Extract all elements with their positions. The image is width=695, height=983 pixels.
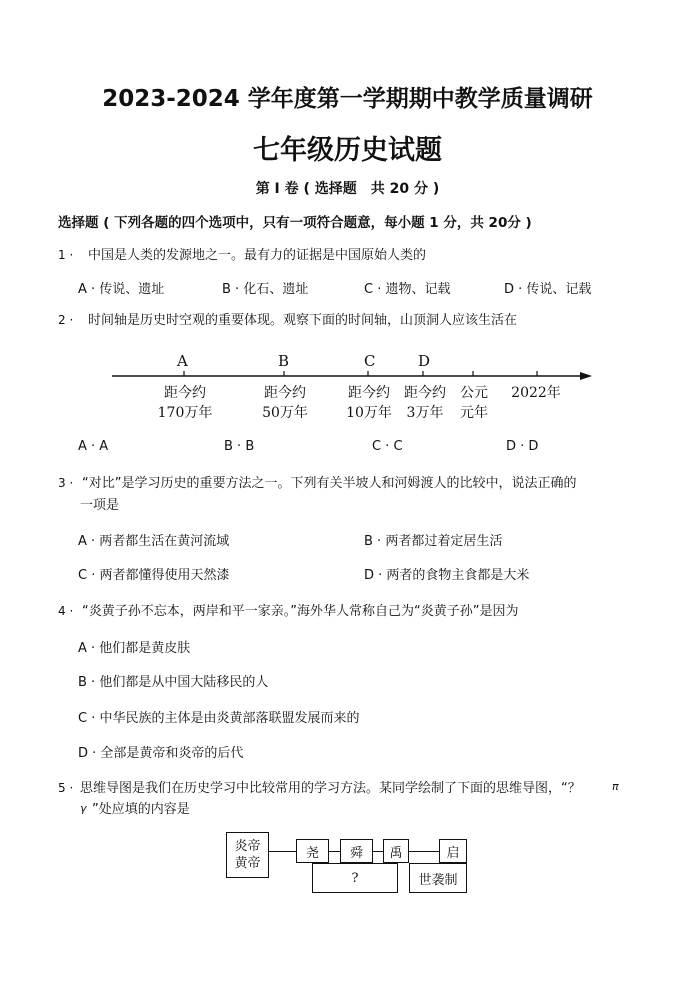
- question-3-option-b[interactable]: B · 两者都过着定居生活: [364, 534, 503, 549]
- question-3-option-a[interactable]: A · 两者都生活在黄河流域: [78, 534, 230, 549]
- question-3-number: 3 ·: [58, 476, 74, 490]
- mindmap-yandi-huangdi-box: 炎帝 黄帝: [226, 832, 269, 878]
- question-3-text-line2: 一项是: [80, 498, 120, 513]
- timeline-letter-a: A: [177, 352, 188, 370]
- mindmap-node-yu: 禹: [383, 839, 409, 863]
- question-4-text: “炎黄子孙不忘本，两岸和平一家亲。”海外华人常称自己为“炎黄子孙”是因为: [82, 604, 519, 619]
- question-1-text: 中国是人类的发源地之一。最有力的证据是中国原始人类的: [88, 248, 427, 263]
- timeline-letter-d: D: [418, 352, 431, 370]
- timeline-letter-c: C: [364, 352, 376, 370]
- question-1-option-d[interactable]: D · 传说、记载: [504, 282, 592, 297]
- part-heading: 第 I 卷 ( 选择题 共 20 分 ): [255, 181, 440, 197]
- timeline-label-3: 距今约 10万年: [346, 385, 392, 421]
- question-2-option-b[interactable]: B · B: [224, 439, 255, 454]
- timeline-label-6: 2022年: [511, 385, 561, 401]
- mindmap-connector: [329, 851, 340, 852]
- timeline-label-4: 距今约 3万年: [404, 385, 446, 421]
- question-4-option-d[interactable]: D · 全部是黄帝和炎帝的后代: [78, 746, 244, 761]
- question-4-number: 4 ·: [58, 604, 74, 618]
- mindmap-node-shun: 舜: [340, 839, 373, 863]
- timeline-label-1: 距今约 170万年: [157, 385, 213, 421]
- exam-subtitle: 七年级历史试题: [253, 135, 442, 166]
- timeline-label-5: 公元 元年: [460, 385, 488, 421]
- question-2-text: 时间轴是历史时空观的重要体现。观察下面的时间轴，山顶洞人应该生活在: [88, 313, 518, 328]
- mindmap-node-yao: 尧: [296, 839, 329, 863]
- question-5-text: 思维导图是我们在历史学习中比较常用的学习方法。某同学绘制了下面的思维导图，“？: [80, 781, 581, 796]
- question-4-option-c[interactable]: C · 中华民族的主体是由炎黄部落联盟发展而来的: [78, 711, 360, 726]
- question-5-mark-1: π: [612, 780, 619, 793]
- question-5-text-line2: ”处应填的内容是: [92, 802, 190, 817]
- timeline-letter-b: B: [278, 352, 290, 370]
- question-1-option-b[interactable]: B · 化石、遗址: [222, 282, 309, 297]
- question-1-number: 1 ·: [58, 248, 74, 262]
- question-4-option-a[interactable]: A · 他们都是黄皮肤: [78, 641, 191, 656]
- mindmap-question-box: ?: [312, 863, 398, 893]
- mindmap-node-qi: 启: [439, 839, 467, 863]
- section-instruction: 选择题 ( 下列各题的四个选项中，只有一项符合题意，每小题 1 分，共 20分 ): [58, 215, 532, 231]
- question-2-number: 2 ·: [58, 313, 74, 327]
- question-5-mark-2: γ: [80, 802, 87, 815]
- question-1-option-c[interactable]: C · 遗物、记载: [364, 282, 451, 297]
- question-4-option-b[interactable]: B · 他们都是从中国大陆移民的人: [78, 675, 269, 690]
- question-3-text: “对比”是学习历史的重要方法之一。下列有关半坡人和河姆渡人的比较中，说法正确的: [82, 476, 577, 491]
- mindmap-connector: [373, 851, 383, 852]
- timeline-label-2: 距今约 50万年: [262, 385, 308, 421]
- question-3-option-d[interactable]: D · 两者的食物主食都是大米: [364, 568, 530, 583]
- question-3-option-c[interactable]: C · 两者都懂得使用天然漆: [78, 568, 230, 583]
- mindmap-connector: [409, 851, 439, 852]
- question-2-option-c[interactable]: C · C: [372, 439, 403, 454]
- question-2-option-a[interactable]: A · A: [78, 439, 109, 454]
- question-1-option-a[interactable]: A · 传说、遗址: [78, 282, 165, 297]
- question-2-option-d[interactable]: D · D: [506, 439, 539, 454]
- mindmap-hereditary-box: 世袭制: [409, 863, 467, 893]
- exam-title: 2023-2024 学年度第一学期期中教学质量调研: [102, 86, 593, 112]
- mindmap-connector: [269, 851, 296, 852]
- question-5-number: 5 ·: [58, 781, 74, 795]
